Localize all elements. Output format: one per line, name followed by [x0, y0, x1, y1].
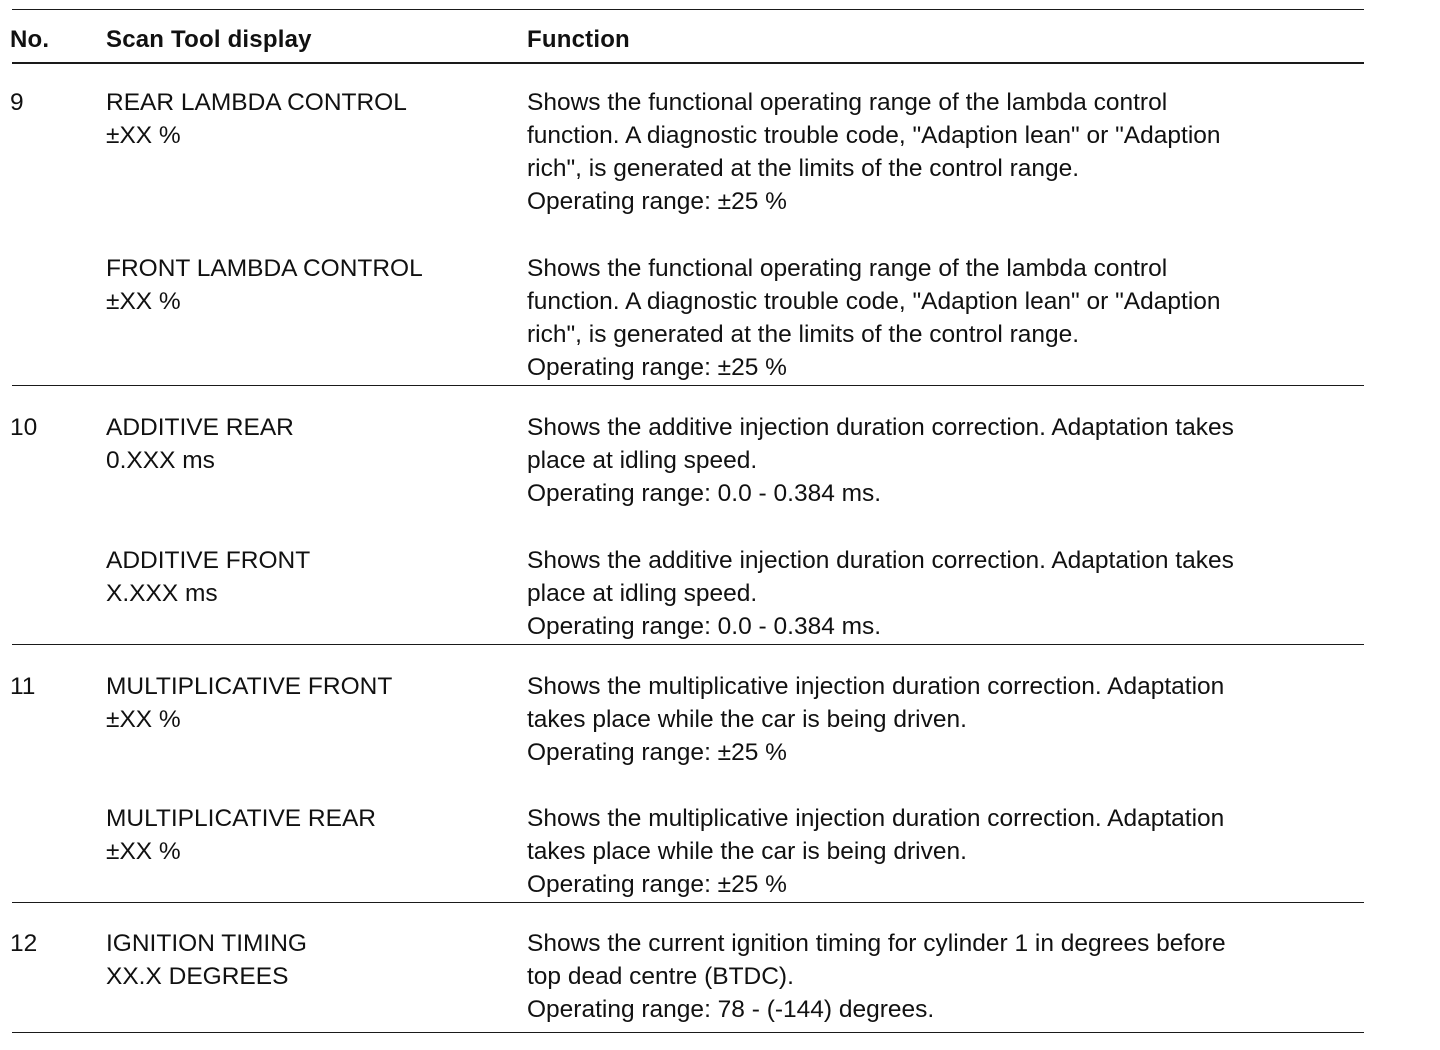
column-header-no: No. — [10, 26, 50, 53]
scan-tool-display — [106, 927, 516, 993]
display-line: ±XX % — [106, 122, 181, 149]
function-line: function. A diagnostic trouble code, "Adaption lean" or "Adaption — [527, 288, 1221, 315]
function-line: Operating range: ±25 % — [527, 739, 787, 766]
header-rule — [12, 62, 1364, 64]
column-header-scan-tool-display: Scan Tool display — [106, 26, 312, 53]
display-line: 0.XXX ms — [106, 447, 215, 474]
scan-tool-display — [106, 411, 516, 477]
bottom-rule — [12, 1032, 1364, 1033]
function-description — [527, 670, 1367, 769]
column-header-function: Function — [527, 26, 630, 53]
row-number: 10 — [10, 414, 38, 441]
function-line: Operating range: 0.0 - 0.384 ms. — [527, 613, 882, 640]
function-line: Operating range: ±25 % — [527, 188, 787, 215]
function-line: Shows the multiplicative injection duration correction. Adaptation — [527, 805, 1225, 832]
function-line: Operating range: ±25 % — [527, 871, 787, 898]
function-description — [527, 411, 1367, 510]
function-description — [527, 544, 1367, 643]
row-number: 11 — [10, 673, 36, 700]
group-divider-10-11 — [12, 644, 1364, 645]
function-line: Shows the multiplicative injection duration correction. Adaptation — [527, 673, 1225, 700]
function-description — [527, 252, 1367, 384]
function-line: place at idling speed. — [527, 447, 758, 474]
display-line: ±XX % — [106, 288, 181, 315]
scan-tool-display — [106, 802, 516, 868]
function-line: Operating range: 78 - (-144) degrees. — [527, 996, 935, 1023]
function-line: function. A diagnostic trouble code, "Adaption lean" or "Adaption — [527, 122, 1221, 149]
function-line: Shows the additive injection duration correction. Adaptation takes — [527, 547, 1234, 574]
function-line: Shows the functional operating range of the lambda control — [527, 255, 1168, 282]
function-description — [527, 802, 1367, 901]
function-line: Shows the current ignition timing for cylinder 1 in degrees before — [527, 930, 1226, 957]
top-rule — [12, 9, 1364, 10]
function-line: place at idling speed. — [527, 580, 758, 607]
function-line: Shows the functional operating range of the lambda control — [527, 89, 1168, 116]
display-line: X.XXX ms — [106, 580, 218, 607]
display-line: XX.X DEGREES — [106, 963, 289, 990]
group-divider-11-12 — [12, 902, 1364, 903]
display-line: MULTIPLICATIVE REAR — [106, 805, 377, 832]
function-line: rich", is generated at the limits of the control range. — [527, 321, 1080, 348]
scan-tool-display — [106, 86, 516, 152]
display-line: ±XX % — [106, 706, 181, 733]
function-description — [527, 927, 1367, 1026]
scan-tool-display — [106, 252, 516, 318]
display-line: MULTIPLICATIVE FRONT — [106, 673, 393, 700]
group-divider-9-10 — [12, 385, 1364, 386]
function-line: takes place while the car is being driven. — [527, 706, 967, 733]
function-line: top dead centre (BTDC). — [527, 963, 794, 990]
display-line: ADDITIVE REAR — [106, 414, 294, 441]
row-number: 12 — [10, 930, 38, 957]
function-description — [527, 86, 1367, 218]
display-line: ADDITIVE FRONT — [106, 547, 311, 574]
scan-tool-display — [106, 544, 516, 610]
function-line: takes place while the car is being driven. — [527, 838, 967, 865]
function-line: rich", is generated at the limits of the control range. — [527, 155, 1080, 182]
display-line: FRONT LAMBDA CONTROL — [106, 255, 423, 282]
function-line: Operating range: 0.0 - 0.384 ms. — [527, 480, 882, 507]
function-line: Shows the additive injection duration correction. Adaptation takes — [527, 414, 1234, 441]
display-line: IGNITION TIMING — [106, 930, 307, 957]
function-line: Operating range: ±25 % — [527, 354, 787, 381]
display-line: REAR LAMBDA CONTROL — [106, 89, 407, 116]
scan-tool-display — [106, 670, 516, 736]
display-line: ±XX % — [106, 838, 181, 865]
row-number: 9 — [10, 89, 24, 116]
